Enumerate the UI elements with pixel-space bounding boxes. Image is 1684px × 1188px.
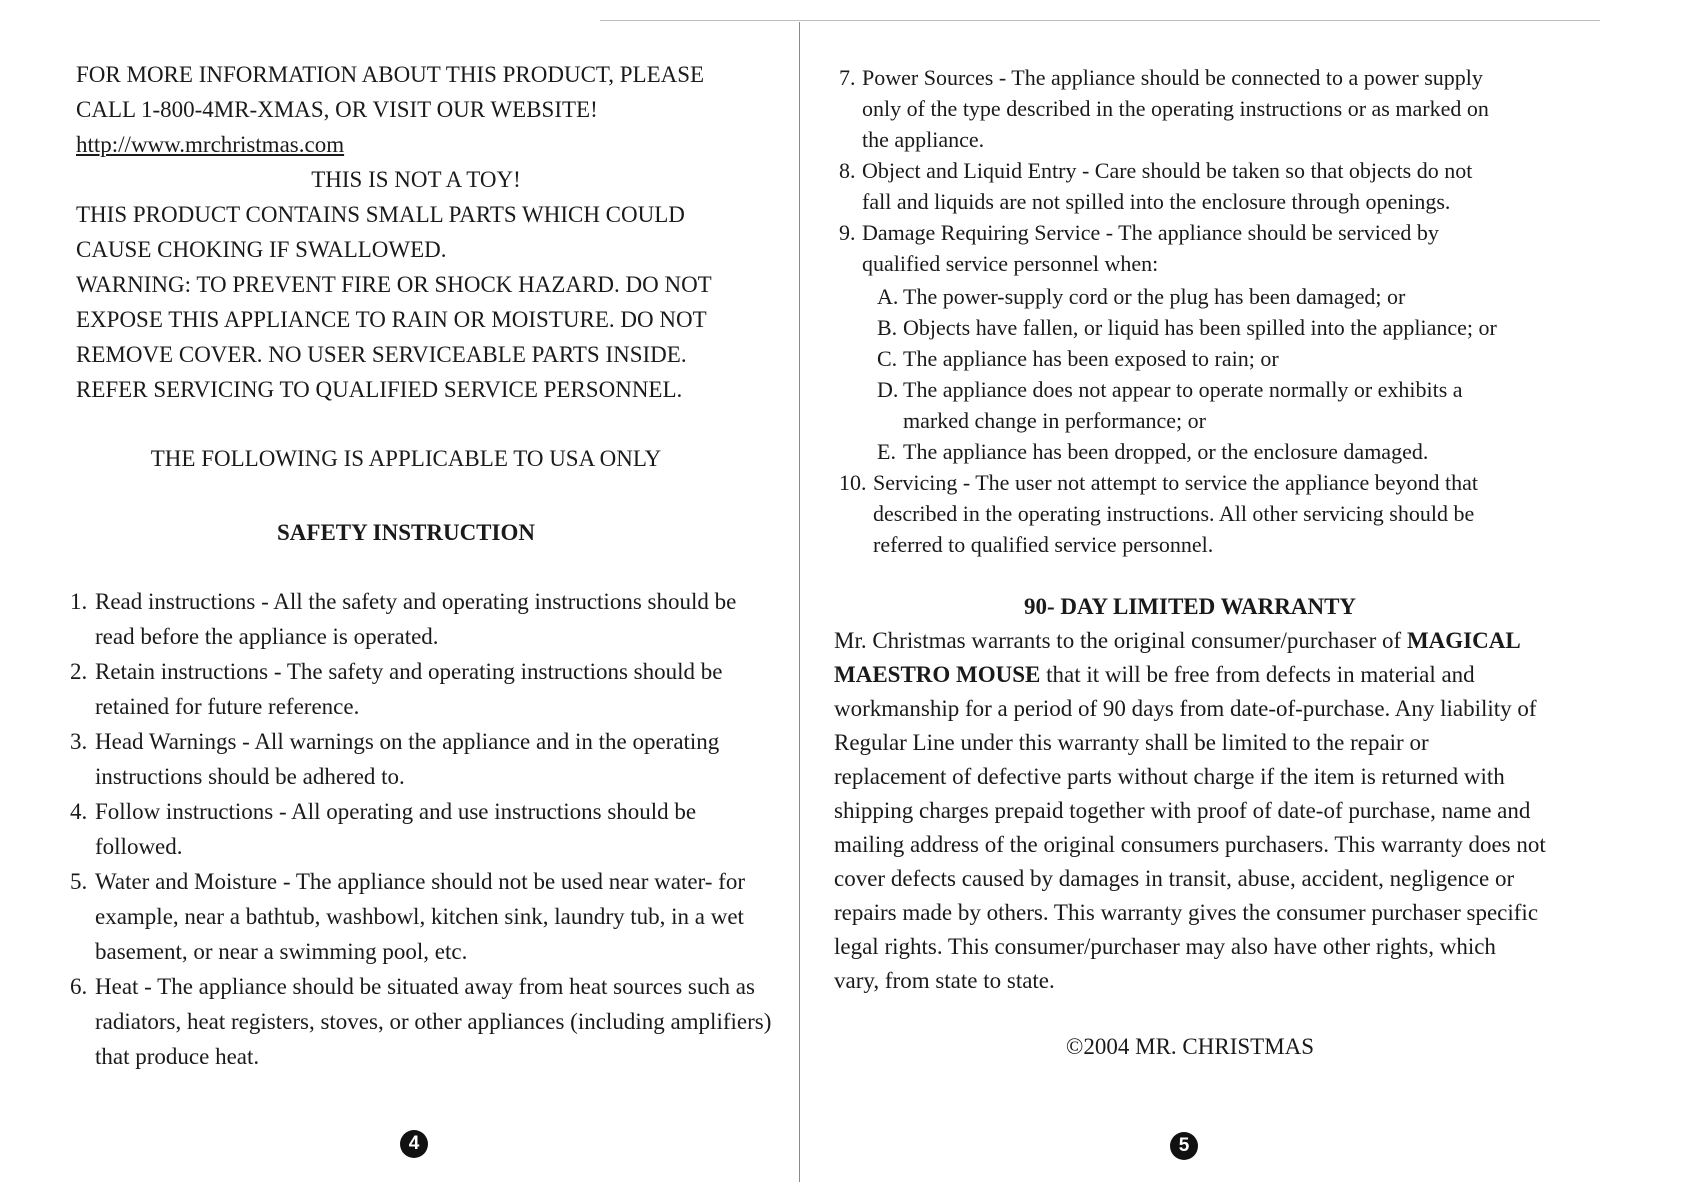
item-text: Follow instructions - All operating and use instructions should be followed. <box>95 799 697 859</box>
choking-warning-line: CAUSE CHOKING IF SWALLOWED. <box>76 237 447 262</box>
left-page <box>0 0 800 1188</box>
usa-only-heading: THE FOLLOWING IS APPLICABLE TO USA ONLY <box>150 446 662 471</box>
website-link[interactable] <box>76 128 344 162</box>
safety-item-3 <box>70 724 760 794</box>
sub-item-d <box>877 374 1477 436</box>
item-number: 9. <box>839 220 856 245</box>
warranty-intro: Mr. Christmas warrants to the original consumer/purchaser of <box>834 628 1402 653</box>
not-a-toy-notice: THIS IS NOT A TOY! <box>311 167 521 192</box>
right-page <box>800 0 1684 1188</box>
item-text: Servicing - The user not attempt to service the appliance beyond that described in the operating instructions. All other servicing should be referred to qualified service personnel. <box>873 470 1479 557</box>
sub-item-text: The power-supply cord or the plug has been damaged; or <box>903 284 1406 309</box>
safety-item-5 <box>70 864 770 969</box>
sub-item-letter: C. <box>877 346 898 371</box>
choking-warning-line: THIS PRODUCT CONTAINS SMALL PARTS WHICH COULD <box>76 202 685 227</box>
item-number: 5. <box>70 869 88 894</box>
item-text: Read instructions - All the safety and operating instructions should be read before the appliance is operated. <box>95 589 737 649</box>
item-number: 10. <box>839 470 867 495</box>
safety-item-10 <box>839 467 1499 560</box>
warranty-title: 90- DAY LIMITED WARRANTY <box>1023 594 1357 619</box>
item-number: 2. <box>70 659 88 684</box>
safety-item-2 <box>70 654 760 724</box>
sub-item-letter: D. <box>877 377 899 402</box>
safety-title: SAFETY INSTRUCTION <box>277 520 535 545</box>
item-number: 6. <box>70 974 88 999</box>
sub-item-c <box>877 343 1517 374</box>
safety-item-7 <box>839 62 1489 155</box>
sub-item-a <box>877 281 1517 312</box>
item-text: Damage Requiring Service - The appliance should be serviced by qualified service personnel when: <box>862 220 1439 276</box>
page-number-badge: 4 <box>400 1130 428 1158</box>
sub-item-e <box>877 436 1517 467</box>
sub-item-letter: A. <box>877 284 899 309</box>
item-text: Heat - The appliance should be situated away from heat sources such as radiators, heat registers, stoves, or other appliances (including amplifiers) that produce heat. <box>95 974 772 1069</box>
sub-item-text: Objects have fallen, or liquid has been spilled into the appliance; or <box>903 315 1497 340</box>
item-text: Power Sources - The appliance should be connected to a power supply only of the type described in the operating instructions or as marked on the appliance. <box>862 65 1489 152</box>
safety-item-9 <box>839 217 1489 279</box>
item-number: 4. <box>70 799 88 824</box>
warranty-text <box>834 624 1546 998</box>
warning-line: EXPOSE THIS APPLIANCE TO RAIN OR MOISTURE. DO NOT <box>76 307 707 332</box>
item-text: Object and Liquid Entry - Care should be taken so that objects do not fall and liquids are not spilled into the enclosure through openings. <box>862 158 1473 214</box>
safety-item-1 <box>70 584 760 654</box>
item-text: Retain instructions - The safety and operating instructions should be retained for future reference. <box>95 659 723 719</box>
website-link-text[interactable]: http://www.mrchristmas.com <box>76 132 345 157</box>
warning-line: WARNING: TO PREVENT FIRE OR SHOCK HAZARD. DO NOT <box>76 272 712 297</box>
warning-line: REFER SERVICING TO QUALIFIED SERVICE PERSONNEL. <box>76 377 683 402</box>
sub-item-text: The appliance does not appear to operate normally or exhibits a marked change in performance; or <box>903 377 1463 433</box>
sub-item-text: The appliance has been exposed to rain; or <box>903 346 1279 371</box>
sub-item-letter: B. <box>877 315 898 340</box>
item-number: 7. <box>839 65 856 90</box>
sub-item-text: The appliance has been dropped, or the enclosure damaged. <box>903 439 1429 464</box>
page-number-badge: 5 <box>1170 1132 1198 1160</box>
warranty-body: that it will be free from defects in material and workmanship for a period of 90 days from date-of-purchase. Any liability of Regular Line under this warranty shall be limited to the repair or replacement of defective parts without charge if the item is returned with shipping charges prepaid together with proof of date-of purchase, name and mailing address of the original consumers purchasers. This warranty does not cover defects caused by damages in transit, abuse, accident, negligence or repairs made by others. This warranty gives the consumer purchaser specific legal rights. This consumer/purchaser may also have other rights, which vary, from state to state. <box>834 662 1546 993</box>
item-text: Head Warnings - All warnings on the appliance and in the operating instructions should be adhered to. <box>95 729 720 789</box>
info-line: CALL 1-800-4MR-XMAS, OR VISIT OUR WEBSITE! <box>76 97 598 122</box>
item-number: 8. <box>839 158 856 183</box>
safety-item-6 <box>70 969 785 1074</box>
warning-line: REMOVE COVER. NO USER SERVICEABLE PARTS INSIDE. <box>76 342 687 367</box>
sub-item-letter: E. <box>877 439 896 464</box>
item-number: 1. <box>70 589 88 614</box>
safety-item-8 <box>839 155 1489 217</box>
info-line: FOR MORE INFORMATION ABOUT THIS PRODUCT, PLEASE <box>76 62 705 87</box>
sub-item-b <box>877 312 1557 343</box>
copyright: ©2004 MR. CHRISTMAS <box>1065 1034 1315 1059</box>
item-text: Water and Moisture - The appliance should not be used near water- for example, near a bathtub, washbowl, kitchen sink, laundry tub, in a wet basement, or near a swimming pool, etc. <box>95 869 745 964</box>
item-number: 3. <box>70 729 88 754</box>
safety-item-4 <box>70 794 760 864</box>
warranty-product-name: MAGICAL MAESTRO MOUSE <box>834 628 1520 687</box>
